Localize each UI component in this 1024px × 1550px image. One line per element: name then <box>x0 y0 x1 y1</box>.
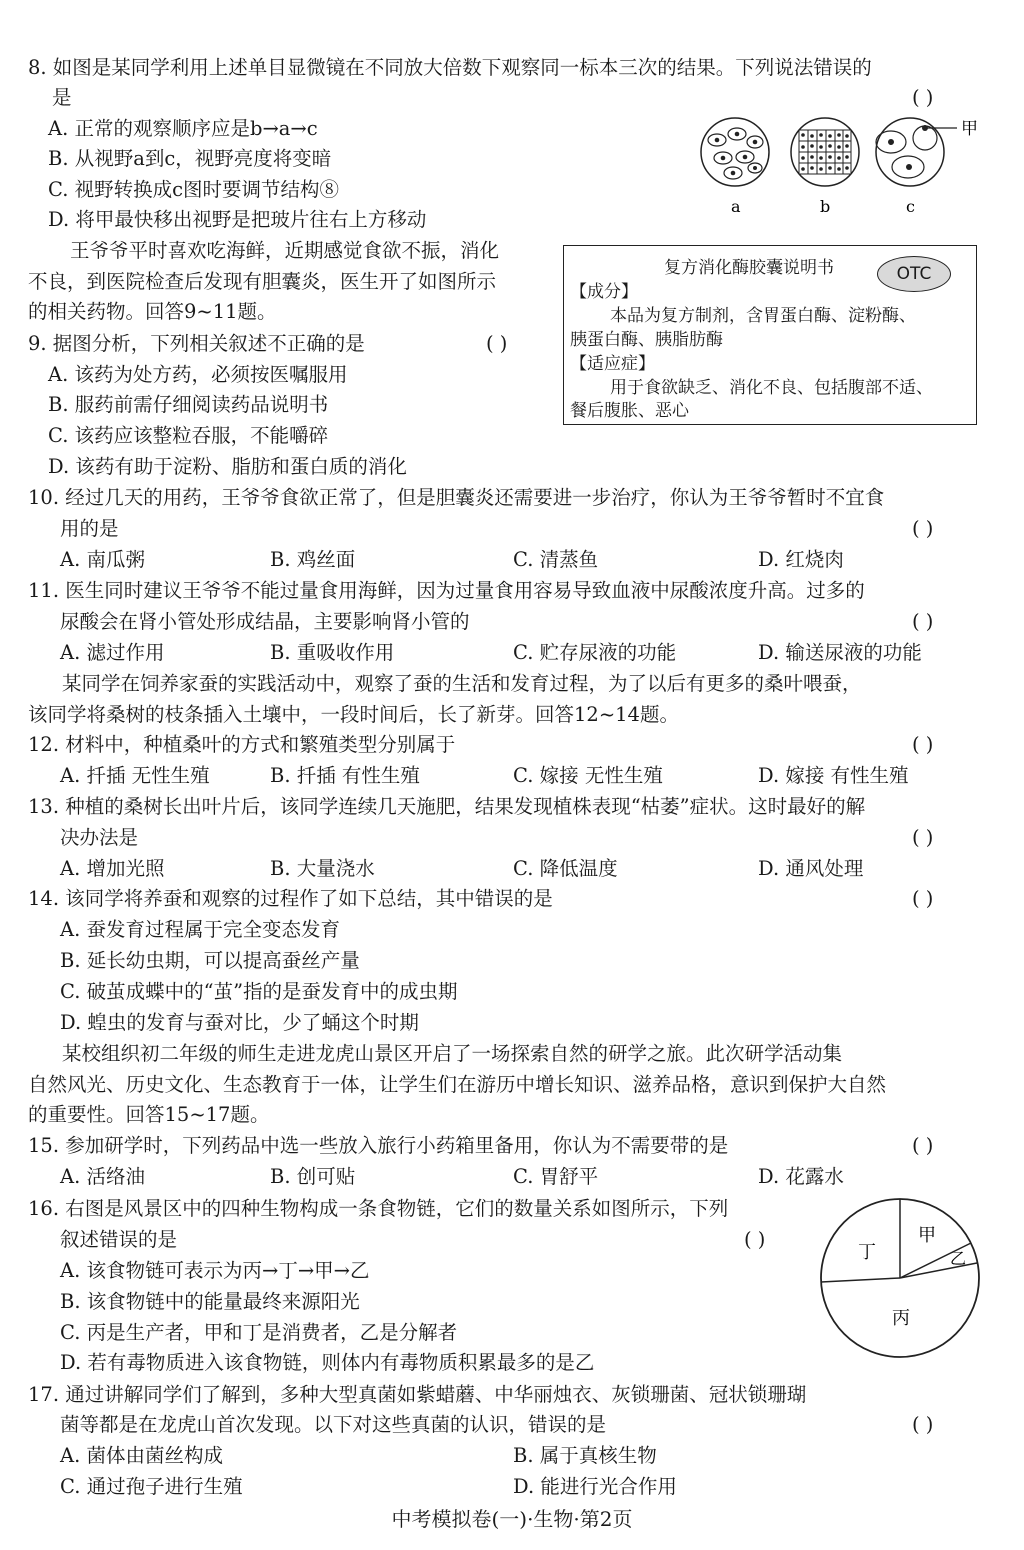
q17-option-c: C. 通过孢子进行生殖 <box>60 1475 243 1498</box>
q13-option-d: D. 通风处理 <box>758 857 864 880</box>
q17-stem-line1: 17. 通过讲解同学们了解到，多种大型真菌如紫蜡蘑、中华丽烛衣、灰锁珊菌、冠状锁珊瑚 <box>28 1383 807 1406</box>
q17-option-d: D. 能进行光合作用 <box>513 1475 677 1498</box>
pie-label-jia: 甲 <box>918 1225 936 1246</box>
q10-stem-line1: 10. 经过几天的用药，王爷爷食欲正常了，但是胆囊炎还需要进一步治疗，你认为王爷爷暂时不宜食 <box>28 486 885 509</box>
cell-jia-pointer-label: 甲 <box>961 119 978 139</box>
q10-answer-bracket: ( ) <box>912 517 934 540</box>
passage2-line1: 某同学在饲养家蚕的实践活动中，观察了蚕的生活和发育过程，为了以后有更多的桑叶喂蚕， <box>62 672 862 695</box>
q8-option-a: A. 正常的观察顺序应是b→a→c <box>48 117 318 140</box>
q8-option-c: C. 视野转换成c图时要调节结构⑧ <box>48 178 340 201</box>
passage1-line3: 的相关药物。回答9~11题。 <box>28 300 277 323</box>
passage1-line1: 王爷爷平时喜欢吃海鲜，近期感觉食欲不振，消化 <box>70 239 500 262</box>
q8-option-d: D. 将甲最快移出视野是把玻片往右上方移动 <box>48 208 427 231</box>
q10-stem-line2: 用的是 <box>60 517 119 540</box>
q10-option-c: C. 清蒸鱼 <box>513 548 599 571</box>
q15-option-c: C. 胃舒平 <box>513 1165 599 1188</box>
q13-option-c: C. 降低温度 <box>513 857 618 880</box>
q11-option-d: D. 输送尿液的功能 <box>758 641 922 664</box>
field-c-label: c <box>906 197 915 216</box>
q10-option-a: A. 南瓜粥 <box>60 548 145 571</box>
q11-option-a: A. 滤过作用 <box>60 641 165 664</box>
q12-option-c: C. 嫁接 无性生殖 <box>513 764 663 787</box>
q8-answer-bracket: ( ) <box>912 86 934 109</box>
q9-option-a: A. 该药为处方药，必须按医嘱服用 <box>48 363 348 386</box>
drug-box-ingredients-head: 【成分】 <box>570 282 638 302</box>
q9-stem: 9. 据图分析，下列相关叙述不正确的是 <box>28 332 365 355</box>
q14-option-b: B. 延长幼虫期，可以提高蚕丝产量 <box>60 949 360 972</box>
q14-answer-bracket: ( ) <box>912 887 934 910</box>
otc-badge: OTC <box>877 256 951 292</box>
q14-option-d: D. 蝗虫的发育与蚕对比，少了蛹这个时期 <box>60 1011 419 1034</box>
q13-answer-bracket: ( ) <box>912 826 934 849</box>
q14-stem: 14. 该同学将养蚕和观察的过程作了如下总结，其中错误的是 <box>28 887 553 910</box>
q15-stem: 15. 参加研学时，下列药品中选一些放入旅行小药箱里备用，你认为不需要带的是 <box>28 1134 729 1157</box>
q17-answer-bracket: ( ) <box>912 1413 934 1436</box>
q11-stem-line2: 尿酸会在肾小管处形成结晶，主要影响肾小管的 <box>60 610 470 633</box>
drug-box-ingredients-line2: 胰蛋白酶、胰脂肪酶 <box>570 330 723 350</box>
q11-answer-bracket: ( ) <box>912 610 934 633</box>
q14-option-a: A. 蚕发育过程属于完全变态发育 <box>60 918 340 941</box>
q8-stem-line2: 是 <box>52 86 72 109</box>
q9-answer-bracket: ( ) <box>486 332 508 355</box>
q15-option-a: A. 活络油 <box>60 1165 145 1188</box>
q9-option-d: D. 该药有助于淀粉、脂肪和蛋白质的消化 <box>48 455 407 478</box>
q12-option-a: A. 扦插 无性生殖 <box>60 764 210 787</box>
passage2-line2: 该同学将桑树的枝条插入土壤中，一段时间后，长了新芽。回答12~14题。 <box>28 703 679 726</box>
drug-box-title: 复方消化酶胶囊说明书 <box>664 258 834 278</box>
q16-answer-bracket: ( ) <box>744 1228 766 1251</box>
q16-option-d: D. 若有毒物质进入该食物链，则体内有毒物质积累最多的是乙 <box>60 1351 595 1374</box>
field-b <box>791 118 859 216</box>
page-footer: 中考模拟卷(一)·生物·第2页 <box>391 1507 633 1531</box>
q11-option-c: C. 贮存尿液的功能 <box>513 641 677 664</box>
q16-option-a: A. 该食物链可表示为丙→丁→甲→乙 <box>60 1259 370 1282</box>
q17-option-b: B. 属于真核生物 <box>513 1444 657 1467</box>
q16-stem-line2: 叙述错误的是 <box>60 1228 178 1251</box>
q9-option-b: B. 服药前需仔细阅读药品说明书 <box>48 393 329 416</box>
passage3-line3: 的重要性。回答15~17题。 <box>28 1103 270 1126</box>
drug-box-indications-head: 【适应症】 <box>570 354 655 374</box>
q16-stem-line1: 16. 右图是风景区中的四种生物构成一条食物链，它们的数量关系如图所示，下列 <box>28 1197 729 1220</box>
q13-option-a: A. 增加光照 <box>60 857 165 880</box>
field-c <box>876 118 978 216</box>
q9-option-c: C. 该药应该整粒吞服，不能嚼碎 <box>48 424 329 447</box>
pie-label-bing: 丙 <box>892 1308 910 1329</box>
q17-option-a: A. 菌体由菌丝构成 <box>60 1444 223 1467</box>
q16-option-b: B. 该食物链中的能量最终来源阳光 <box>60 1290 360 1313</box>
microscope-fields-figure <box>695 110 995 220</box>
q11-option-b: B. 重吸收作用 <box>270 641 395 664</box>
pie-label-ding: 丁 <box>858 1242 876 1263</box>
drug-box-indications-line2: 餐后腹胀、恶心 <box>570 401 689 421</box>
q12-stem: 12. 材料中，种植桑叶的方式和繁殖类型分别属于 <box>28 733 456 756</box>
field-a-label: a <box>731 197 741 216</box>
q12-option-d: D. 嫁接 有性生殖 <box>758 764 909 787</box>
food-chain-pie-diagram <box>818 1196 982 1360</box>
q15-answer-bracket: ( ) <box>912 1134 934 1157</box>
q11-stem-line1: 11. 医生同时建议王爷爷不能过量食用海鲜，因为过量食用容易导致血液中尿酸浓度升高。过多的 <box>28 579 865 602</box>
q14-option-c: C. 破茧成蝶中的“茧”指的是蚕发育中的成虫期 <box>60 980 458 1003</box>
q12-answer-bracket: ( ) <box>912 733 934 756</box>
q10-option-d: D. 红烧肉 <box>758 548 844 571</box>
q12-option-b: B. 扦插 有性生殖 <box>270 764 420 787</box>
q8-option-b: B. 从视野a到c，视野亮度将变暗 <box>48 147 332 170</box>
passage1-line2: 不良，到医院检查后发现有胆囊炎，医生开了如图所示 <box>28 270 497 293</box>
drug-box-ingredients-line1: 本品为复方制剂，含胃蛋白酶、淀粉酶、 <box>610 306 916 326</box>
drug-instruction-box <box>563 245 977 425</box>
q17-stem-line2: 菌等都是在龙虎山首次发现。以下对这些真菌的认识，错误的是 <box>60 1413 607 1436</box>
drug-box-indications-line1: 用于食欲缺乏、消化不良、包括腹部不适、 <box>610 378 933 398</box>
q13-stem-line2: 决办法是 <box>60 826 139 849</box>
field-a <box>701 118 769 216</box>
passage3-line2: 自然风光、历史文化、生态教育于一体，让学生们在游历中增长知识、滋养品格，意识到保护大自然 <box>28 1073 887 1096</box>
passage3-line1: 某校组织初二年级的师生走进龙虎山景区开启了一场探索自然的研学之旅。此次研学活动集 <box>62 1042 843 1065</box>
q15-option-b: B. 创可贴 <box>270 1165 356 1188</box>
q16-option-c: C. 丙是生产者，甲和丁是消费者，乙是分解者 <box>60 1321 458 1344</box>
q15-option-d: D. 花露水 <box>758 1165 844 1188</box>
q8-stem-line1: 8. 如图是某同学利用上述单目显微镜在不同放大倍数下观察同一标本三次的结果。下列说法错误的 <box>28 56 872 79</box>
q13-option-b: B. 大量浇水 <box>270 857 375 880</box>
field-b-label: b <box>820 197 831 216</box>
q10-option-b: B. 鸡丝面 <box>270 548 356 571</box>
q13-stem-line1: 13. 种植的桑树长出叶片后，该同学连续几天施肥，结果发现植株表现“枯萎”症状。这时最好的解 <box>28 795 866 818</box>
pie-label-yi: 乙 <box>950 1249 967 1268</box>
